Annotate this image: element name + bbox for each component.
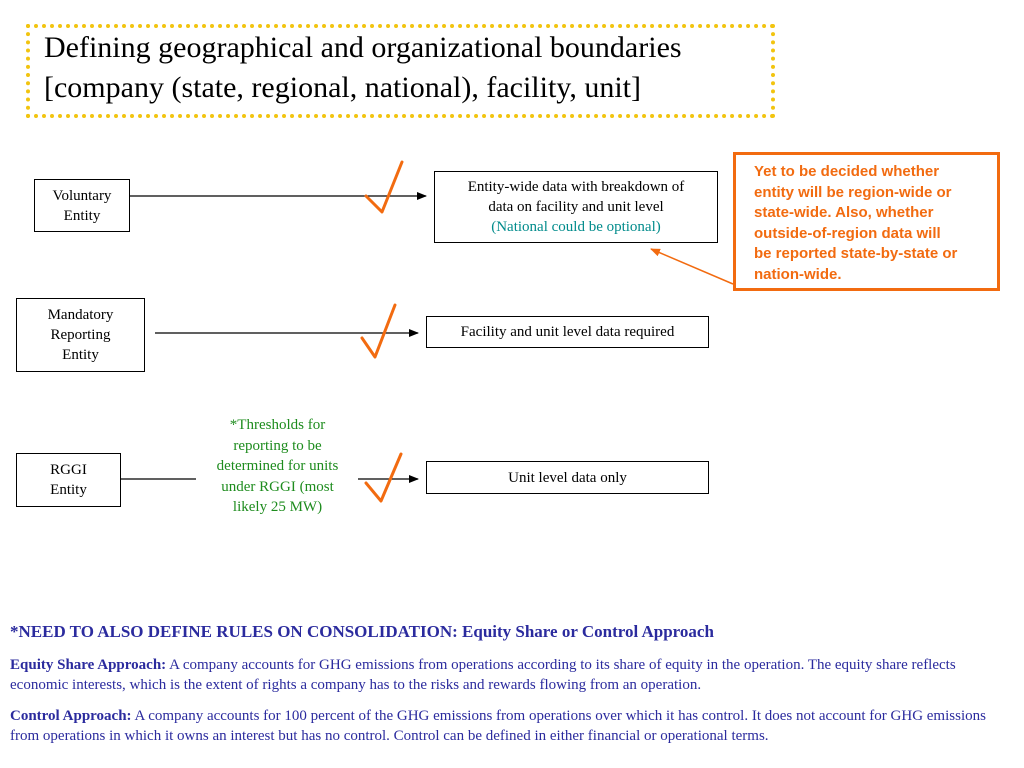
rggi-entity-line-2: Entity xyxy=(50,482,87,498)
threshold-line-4: under RGGI (most xyxy=(221,478,334,495)
note-line-4: outside-of-region data will xyxy=(754,224,941,242)
note-line-1: Yet to be decided whether xyxy=(754,163,940,180)
threshold-line-2: reporting to be xyxy=(233,437,322,454)
threshold-line-1: *Thresholds for xyxy=(229,417,326,433)
consolidation-heading: *NEED TO ALSO DEFINE RULES ON CONSOLIDATION: Equity Share or Control Approach xyxy=(10,622,714,641)
voluntary-entity-box xyxy=(34,179,130,232)
note-pointer-arrow xyxy=(651,249,733,284)
note-line-6: nation-wide. xyxy=(754,265,842,283)
entity-wide-line-2: data on facility and unit level xyxy=(488,199,664,215)
rggi-entity-line-1: RGGI xyxy=(50,462,87,478)
voluntary-entity-line-1: Voluntary xyxy=(52,187,112,204)
entity-wide-data-box xyxy=(434,171,718,243)
note-line-3: state-wide. Also, whether xyxy=(754,204,934,221)
unit-level-data-label: Unit level data only xyxy=(508,469,627,486)
threshold-line-3: determined for units xyxy=(216,458,339,474)
equity-share-paragraph xyxy=(10,655,1010,695)
mandatory-entity-box xyxy=(16,298,145,372)
undecided-note-box xyxy=(733,152,1000,291)
facility-unit-data-label: Facility and unit level data required xyxy=(460,324,675,340)
checkmark-icon xyxy=(362,305,395,357)
entity-wide-line-1: Entity-wide data with breakdown of xyxy=(467,179,685,195)
unit-level-data-box xyxy=(426,461,709,494)
control-approach-paragraph xyxy=(10,706,1010,746)
mandatory-entity-line-3: Entity xyxy=(62,347,99,363)
rggi-entity-box xyxy=(16,453,121,507)
equity-share-label: Equity Share Approach: xyxy=(10,657,167,673)
checkmark-icon xyxy=(366,162,402,212)
title-line-1: Defining geographical and organizational boundaries xyxy=(44,31,682,64)
threshold-note xyxy=(200,415,355,518)
equity-share-text: A company accounts for GHG emissions from operations according to its share of equity in the operation. The equity share reflects economic interests, which is the extent of rights a company has to the risks and rewards flowing from an operation. xyxy=(10,657,956,693)
national-optional-note: (National could be optional) xyxy=(491,219,661,235)
title-line-2: [company (state, regional, national), facility, unit] xyxy=(44,71,642,104)
control-approach-label: Control Approach: xyxy=(10,708,132,724)
threshold-line-5: likely 25 MW) xyxy=(232,499,323,515)
voluntary-entity-line-2: Entity xyxy=(63,207,101,224)
control-approach-text: A company accounts for 100 percent of the GHG emissions from operations over which it has control. It does not account for GHG emissions from operations in which it owns an interest but has no control. Control can be defined in either financial or operational terms. xyxy=(10,708,986,744)
note-line-5: be reported state-by-state or xyxy=(754,245,958,262)
note-line-2: entity will be region-wide or xyxy=(754,183,952,201)
facility-unit-data-box xyxy=(426,316,709,348)
checkmark-icon xyxy=(366,454,401,501)
mandatory-entity-line-2: Reporting xyxy=(50,327,111,343)
mandatory-entity-line-1: Mandatory xyxy=(47,307,114,323)
